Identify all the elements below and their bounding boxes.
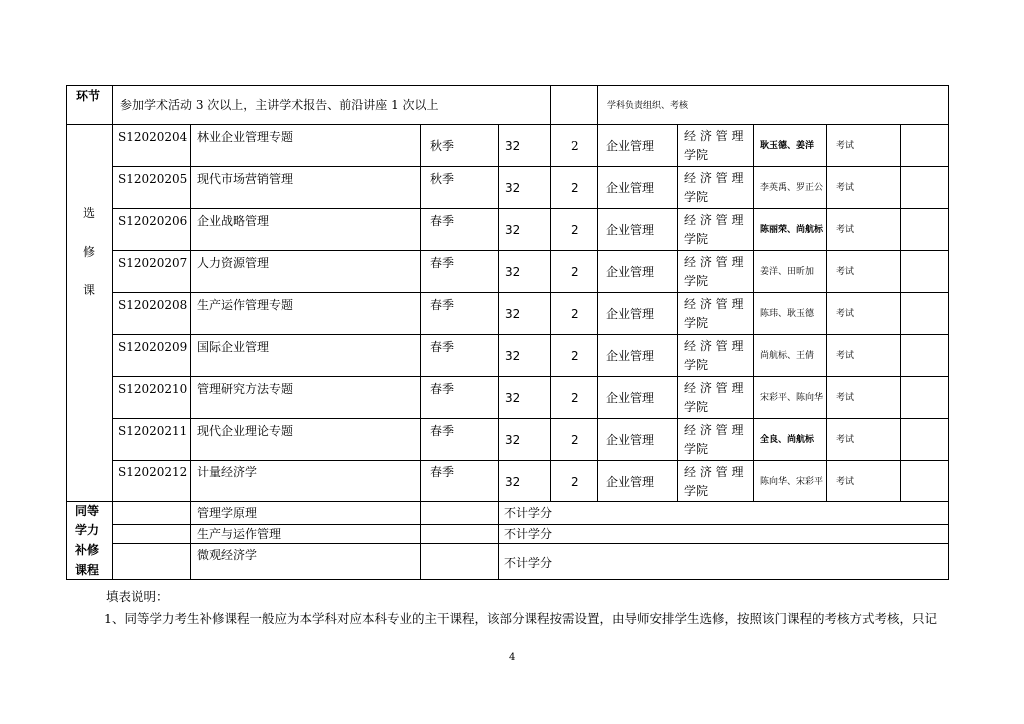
course-hours: 32 (505, 433, 521, 447)
course-assessment: 考试 (836, 351, 855, 361)
course-assessment: 考试 (836, 225, 855, 235)
course-code: S12020206 (118, 214, 188, 228)
course-teachers: 耿玉德、姜洋 (760, 141, 815, 151)
remedial-credit-note: 不计学分 (504, 556, 553, 570)
course-term: 春季 (430, 298, 455, 312)
course-name: 现代企业理论专题 (197, 424, 294, 438)
course-college-suffix: 学院 (684, 148, 709, 162)
remedial-label-line: 课程 (75, 563, 100, 577)
elective-label-char: 选 (83, 206, 96, 220)
course-major: 企业管理 (606, 349, 655, 363)
course-college-suffix: 学院 (684, 442, 709, 456)
course-credits: 2 (571, 475, 579, 489)
course-college: 经 济 管 理 (684, 339, 744, 353)
course-teachers: 李英禹、罗正公 (760, 183, 824, 193)
course-college: 经 济 管 理 (684, 171, 744, 185)
course-credits: 2 (571, 307, 579, 321)
remedial-credit-note: 不计学分 (504, 527, 553, 541)
remedial-course-name: 微观经济学 (197, 548, 258, 562)
course-major: 企业管理 (606, 433, 655, 447)
course-credits: 2 (571, 391, 579, 405)
course-teachers: 全良、尚航标 (760, 435, 815, 445)
course-name: 人力资源管理 (197, 256, 270, 270)
course-college-suffix: 学院 (684, 358, 709, 372)
course-teachers: 姜洋、田昕加 (760, 267, 815, 277)
course-major: 企业管理 (606, 475, 655, 489)
course-code: S12020210 (118, 382, 188, 396)
course-hours: 32 (505, 475, 521, 489)
course-term: 春季 (430, 214, 455, 228)
course-teachers: 陈向华、宋彩平 (760, 477, 824, 487)
course-code: S12020209 (118, 340, 188, 354)
course-major: 企业管理 (606, 265, 655, 279)
course-college-suffix: 学院 (684, 484, 709, 498)
course-teachers: 尚航标、王倩 (760, 351, 815, 361)
remedial-label-line: 补修 (75, 543, 100, 557)
course-college-suffix: 学院 (684, 190, 709, 204)
course-name: 计量经济学 (197, 465, 258, 479)
course-term: 秋季 (430, 139, 455, 153)
remedial-course-name: 生产与运作管理 (197, 527, 282, 541)
course-major: 企业管理 (606, 139, 655, 153)
course-name: 企业战略管理 (197, 214, 270, 228)
course-term: 春季 (430, 465, 455, 479)
course-credits: 2 (571, 433, 579, 447)
course-assessment: 考试 (836, 267, 855, 277)
course-college: 经 济 管 理 (684, 381, 744, 395)
remedial-credit-note: 不计学分 (504, 506, 553, 520)
course-name: 林业企业管理专题 (197, 130, 294, 144)
course-code: S12020207 (118, 256, 188, 270)
course-assessment: 考试 (836, 141, 855, 151)
course-college-suffix: 学院 (684, 232, 709, 246)
course-name: 国际企业管理 (197, 340, 270, 354)
course-major: 企业管理 (606, 181, 655, 195)
course-assessment: 考试 (836, 435, 855, 445)
course-term: 春季 (430, 340, 455, 354)
page-number: 4 (509, 652, 516, 663)
course-assessment: 考试 (836, 393, 855, 403)
course-hours: 32 (505, 265, 521, 279)
course-college: 经 济 管 理 (684, 297, 744, 311)
course-assessment: 考试 (836, 477, 855, 487)
course-code: S12020212 (118, 465, 188, 479)
course-hours: 32 (505, 181, 521, 195)
remedial-course-name: 管理学原理 (197, 506, 258, 520)
course-term: 春季 (430, 424, 455, 438)
course-hours: 32 (505, 139, 521, 153)
remedial-label-line: 学力 (75, 523, 100, 537)
academic-activity-requirement: 参加学术活动 3 次以上，主讲学术报告、前沿讲座 1 次以上 (120, 98, 439, 112)
course-term: 春季 (430, 382, 455, 396)
notes-heading: 填表说明： (106, 589, 169, 604)
course-credits: 2 (571, 181, 579, 195)
notes-item-1: 1、同等学力考生补修课程一般应为本学科对应本科专业的主干课程，该部分课程按需设置，由导师安排学生选修，按照该门课程的考核方式考核，只记 (104, 611, 937, 626)
course-college: 经 济 管 理 (684, 423, 744, 437)
course-credits: 2 (571, 265, 579, 279)
course-credits: 2 (571, 223, 579, 237)
segment-label: 环节 (76, 89, 101, 103)
course-college: 经 济 管 理 (684, 255, 744, 269)
elective-label-char: 课 (83, 283, 96, 297)
course-credits: 2 (571, 349, 579, 363)
course-major: 企业管理 (606, 307, 655, 321)
course-assessment: 考试 (836, 183, 855, 193)
course-code: S12020211 (118, 424, 188, 438)
remedial-label-line: 同等 (75, 504, 100, 518)
course-term: 秋季 (430, 172, 455, 186)
course-hours: 32 (505, 349, 521, 363)
course-hours: 32 (505, 391, 521, 405)
course-code: S12020205 (118, 172, 188, 186)
course-hours: 32 (505, 223, 521, 237)
course-college: 经 济 管 理 (684, 129, 744, 143)
responsibility-note: 学科负责组织、考核 (607, 101, 689, 111)
course-assessment: 考试 (836, 309, 855, 319)
course-teachers: 陈丽荣、尚航标 (760, 225, 824, 235)
course-major: 企业管理 (606, 223, 655, 237)
course-code: S12020204 (118, 130, 188, 144)
course-college-suffix: 学院 (684, 400, 709, 414)
course-college: 经 济 管 理 (684, 465, 744, 479)
course-name: 现代市场营销管理 (197, 172, 294, 186)
course-college-suffix: 学院 (684, 316, 709, 330)
course-term: 春季 (430, 256, 455, 270)
course-code: S12020208 (118, 298, 188, 312)
course-teachers: 陈玮、耿玉德 (760, 309, 815, 319)
course-college: 经 济 管 理 (684, 213, 744, 227)
course-credits: 2 (571, 139, 579, 153)
elective-label-char: 修 (83, 245, 96, 259)
course-hours: 32 (505, 307, 521, 321)
course-major: 企业管理 (606, 391, 655, 405)
course-name: 生产运作管理专题 (197, 298, 294, 312)
course-college-suffix: 学院 (684, 274, 709, 288)
course-teachers: 宋彩平、陈向华 (760, 393, 824, 403)
course-name: 管理研究方法专题 (197, 382, 294, 396)
